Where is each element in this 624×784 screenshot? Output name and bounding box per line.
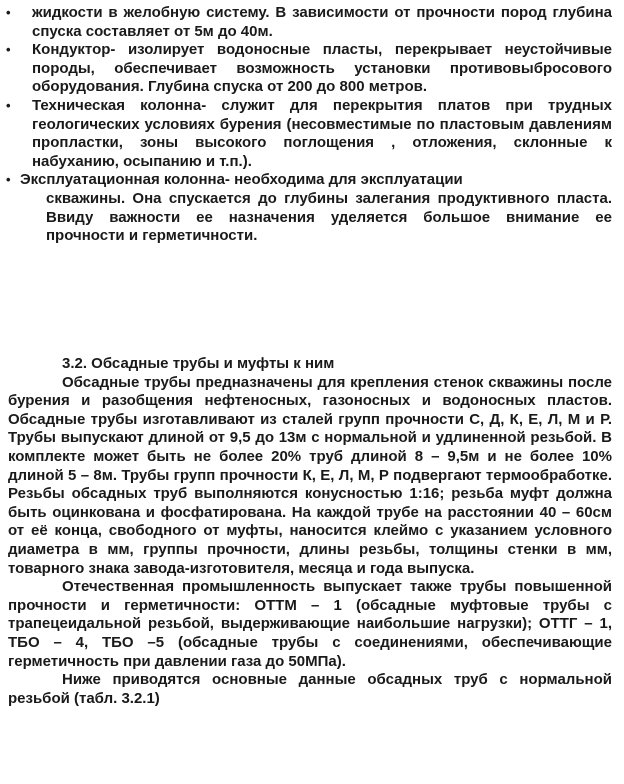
list-item-text: жидкости в желобную систему. В зависимости от прочности пород глубина спуска составляет от 5м до 40м. [32,4,612,40]
list-item-text: Эксплуатационная колонна- необходима для эксплуатации [20,171,463,189]
paragraph: Отечественная промышленность выпускает также трубы повышенной прочности и герметичности: ОТТМ – 1 (обсадные муфтовые трубы с трапецеидальной резьбой, выдерживающие наибольшие нагрузки); ОТТГ – 1, ТБО – 4, ТБО –5 (обсадные трубы с соединениями, обеспечивающие герметичность при давлении газа до 50МПа). [8,578,612,670]
list-item [6,171,612,245]
list-item [6,4,612,41]
paragraph: Обсадные трубы предназначены для крепления стенок скважины после бурения и разобщения нефтеносных, газоносных и водоносных пластов. Обсадные трубы изготавливают из сталей групп прочности С, Д, К, Е, Л, М и Р. Трубы выпускают длиной от 9,5 до 13м с нормальной и удлиненной резьбой. В комплекте может быть не более 20% труб длиной 8 – 9,5м и не более 10% длиной 5 – 8м. Трубы групп прочности К, Е, Л, М, Р подвергают термообработке. Резьбы обсадных труб выполняются конусностью 1:16; резьба муфт должна быть оцинкована и фосфатирована. На каждой трубе на расстоянии 40 – 60см от её конца, свободного от муфты, наносится клеймо с указанием условного диаметра в мм, группы прочности, длины резьбы, толщины стенки в мм, товарного знака завода-изготовителя, месяца и года выпуска. [8,373,612,577]
list-item-text-continued: скважины. Она спускается до глубины залегания продуктивного пласта. Ввиду важности ее назначения уделяется большое внимание ее прочности и герметичности. [46,189,612,245]
list-item [6,97,612,171]
list-item-text: Техническая колонна- служит для перекрытия платов при трудных геологических условиях бурения (несовместимые по пластовым давлениям пропластки, зоны высокого поглощения , отложения, склонные к набуханию, осыпанию и т.п.). [32,96,612,170]
paragraph: Ниже приводятся основные данные обсадных труб с нормальной резьбой (табл. 3.2.1) [8,671,612,707]
list-item-text: Кондуктор- изолирует водоносные пласты, перекрывает неустойчивые породы, обеспечивает возможность установки противовыбросового оборудования. Глубина спуска от 200 до 800 метров. [32,41,612,96]
bullet-icon: • [6,97,11,113]
section-3-2 [8,355,612,708]
bullet-icon: • [6,42,11,58]
section-heading: 3.2. Обсадные трубы и муфты к ним [62,355,335,372]
bullet-list [6,4,612,246]
list-item [6,41,612,97]
bullet-icon: • [6,5,11,20]
bullet-icon: • [6,172,11,188]
